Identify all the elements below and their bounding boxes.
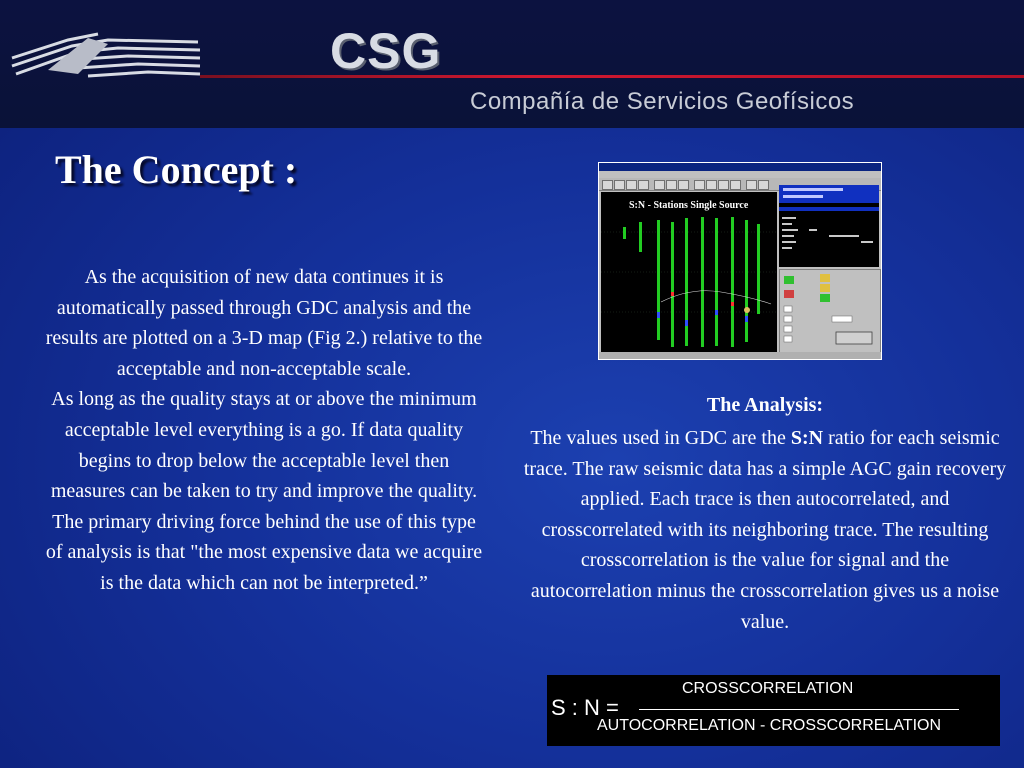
toolbar-button	[626, 180, 637, 190]
analysis-bold-term: S:N	[790, 427, 824, 449]
sn-formula-box	[547, 675, 1000, 746]
concept-body	[44, 262, 484, 599]
company-name: Compañía de Servicios Geofísicos	[470, 88, 855, 115]
sn-station-plot	[601, 192, 777, 352]
analysis-text-after: ratio for each seismic trace. The raw seismic data has a simple AGC gain recovery applied. Each trace is then autocorrelated, and crosscorrelated with its neighboring trace. The resulting crosscorrelation is the value for signal and the autocorrelation minus the crosscorrelation gives us a noise value.	[523, 427, 1007, 633]
concept-paragraph: As long as the quality stays at or above the minimum acceptable level everything is a go. If data quality begins to drop below the acceptable level then measures can be taken to try and improve the quality.	[50, 388, 478, 503]
csg-logo-icon	[8, 30, 204, 78]
toolbar-button	[678, 180, 689, 190]
toolbar-button	[706, 180, 717, 190]
figure-statusbar	[599, 352, 881, 359]
analysis-heading: The Analysis:	[706, 394, 824, 416]
trace-plot-graphic	[601, 192, 777, 352]
analysis-body	[520, 423, 1010, 637]
figure-window-titlebar	[599, 163, 881, 171]
header-banner	[0, 0, 1024, 128]
brand-name: CSG	[330, 23, 442, 79]
concept-paragraph: The primary driving force behind the use of this type of analysis is that "the most expensive data we acquire is the data which can not be interpreted.”	[45, 510, 483, 594]
formula-numerator: CROSSCORRELATION	[682, 680, 854, 697]
analysis-text-before: The values used in GDC are the	[530, 427, 791, 449]
toolbar-button	[694, 180, 705, 190]
formula-fraction-bar	[639, 709, 959, 710]
plot-title: S:N - Stations Single Source	[629, 200, 749, 211]
toolbar-button	[654, 180, 665, 190]
figure-controls-panel	[779, 269, 881, 357]
toolbar-button	[730, 180, 741, 190]
figure-menubar	[599, 171, 881, 178]
toolbar-button	[746, 180, 757, 190]
formula-lhs: S : N =	[551, 695, 619, 720]
toolbar-button	[718, 180, 729, 190]
toolbar-button	[638, 180, 649, 190]
toolbar-button	[614, 180, 625, 190]
formula-denominator: AUTOCORRELATION - CROSSCORRELATION	[597, 717, 942, 734]
slide-title: The Concept :	[55, 147, 298, 192]
toolbar-button	[602, 180, 613, 190]
figure-info-panel	[779, 185, 879, 267]
toolbar-button	[758, 180, 769, 190]
toolbar-button	[666, 180, 677, 190]
software-screenshot-figure	[598, 162, 882, 360]
concept-paragraph: As the acquisition of new data continues it is automatically passed through GDC analysis and the results are plotted on a 3-D map (Fig 2.) relative to the acceptable and non-acceptable scale.	[45, 266, 483, 380]
header-red-line	[200, 75, 1024, 78]
